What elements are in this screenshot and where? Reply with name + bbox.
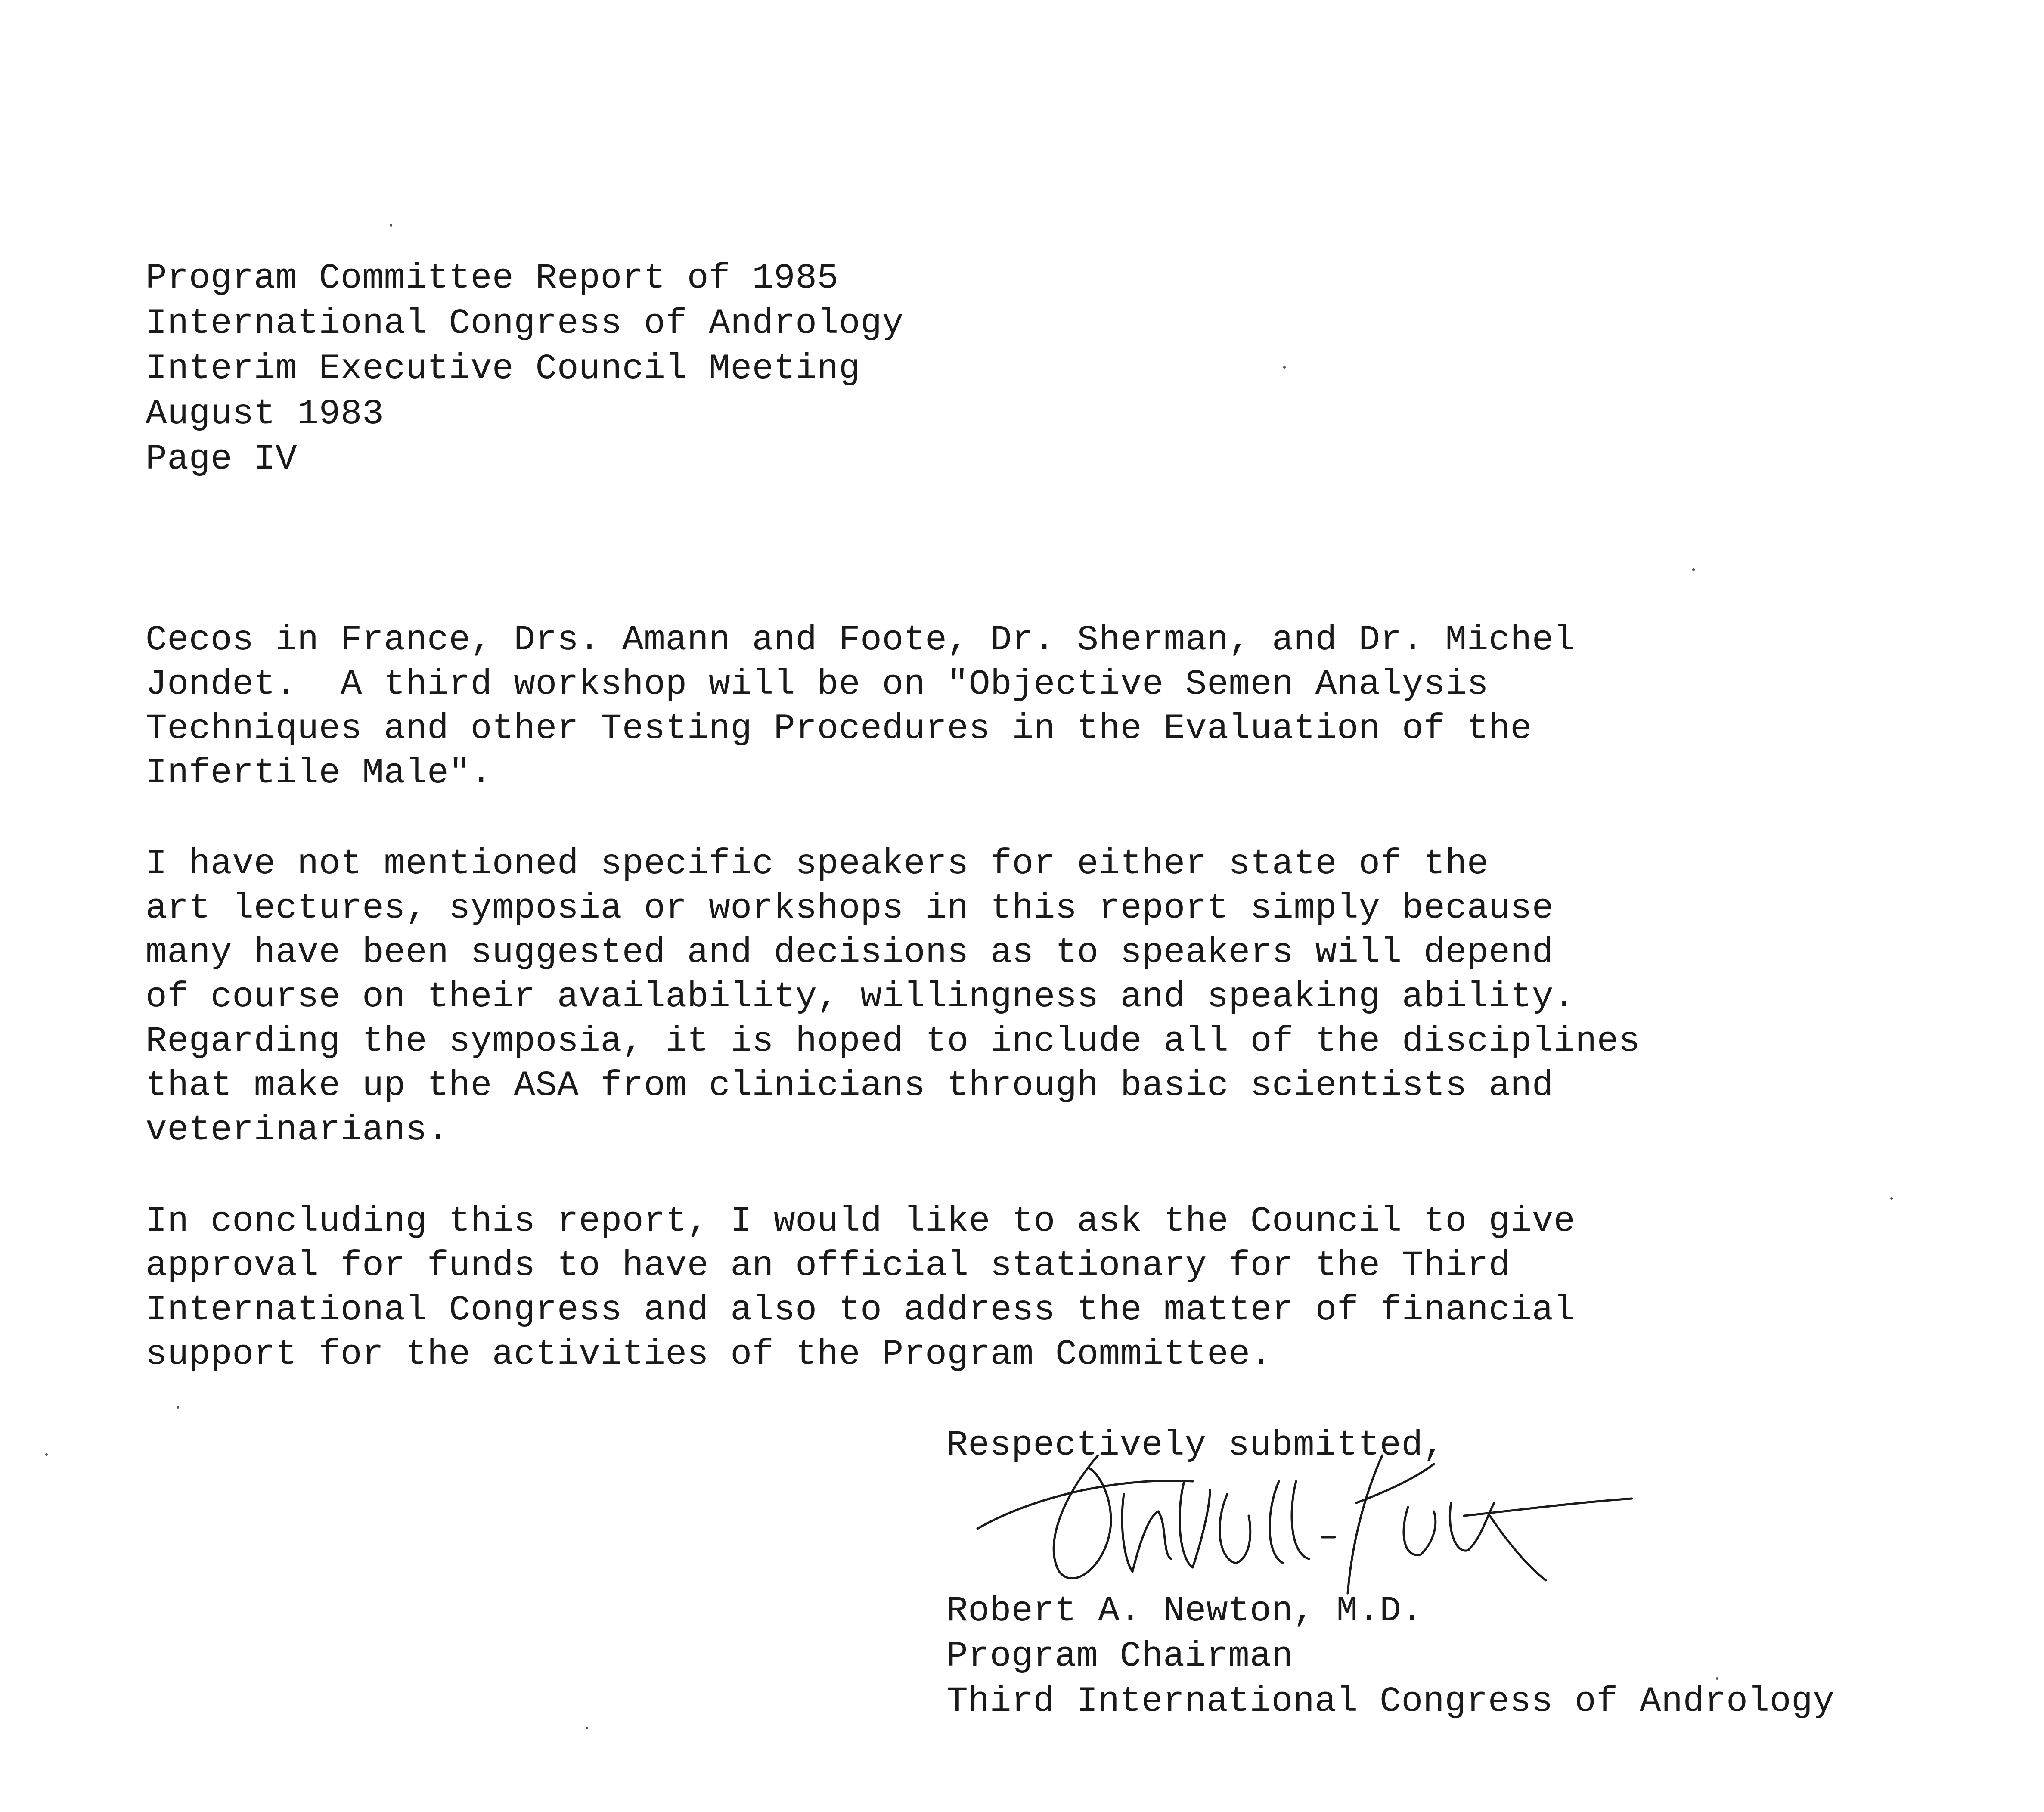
paragraph-line: Jondet. A third workshop will be on "Objective Semen Analysis: [146, 664, 1489, 704]
paragraph-line: I have not mentioned specific speakers for either state of the: [146, 844, 1489, 884]
closing-salutation: Respectively submitted,: [946, 1425, 1445, 1465]
scan-speck: [177, 1406, 179, 1409]
signer-organization: Third International Congress of Andrology: [946, 1681, 1835, 1722]
paragraph-line: many have been suggested and decisions as to speakers will depend: [146, 932, 1554, 973]
signer-title: Program Chairman: [946, 1636, 1293, 1676]
header-line-date: August 1983: [146, 394, 384, 434]
handwritten-signature-icon: [969, 1430, 1641, 1610]
paragraph-line: In concluding this report, I would like to ask the Council to give: [146, 1201, 1576, 1241]
paragraph-line: art lectures, symposia or workshops in this report simply because: [146, 888, 1554, 928]
scan-speck: [45, 1453, 48, 1456]
header-line-report-title: Program Committee Report of 1985: [146, 258, 839, 298]
paragraph-line: Techniques and other Testing Procedures in the Evaluation of the: [146, 708, 1532, 749]
paragraph-line: approval for funds to have an official stationary for the Third: [146, 1245, 1511, 1286]
scan-speck: [586, 1727, 588, 1729]
scan-speck: [390, 224, 392, 226]
paragraph-line: Regarding the symposia, it is hoped to include all of the disciplines: [146, 1021, 1641, 1061]
paragraph-line: Cecos in France, Drs. Amann and Foote, Dr. Sherman, and Dr. Michel: [146, 620, 1576, 660]
header-line-page: Page IV: [146, 439, 298, 479]
signer-name: Robert A. Newton, M.D.: [946, 1591, 1423, 1631]
header-line-meeting: Interim Executive Council Meeting: [146, 348, 861, 389]
scan-speck: [1716, 1677, 1718, 1680]
paragraph-line: veterinarians.: [146, 1110, 449, 1150]
header-line-congress: International Congress of Andrology: [146, 303, 904, 344]
scan-speck: [1283, 366, 1286, 369]
paragraph-line: of course on their availability, willingness and speaking ability.: [146, 977, 1576, 1017]
paragraph-line: International Congress and also to address the matter of financial: [146, 1290, 1576, 1330]
scan-speck: [1890, 1197, 1893, 1200]
paragraph-line: Infertile Male".: [146, 753, 492, 793]
paragraph-line: support for the activities of the Program Committee.: [146, 1334, 1272, 1375]
scan-speck: [1692, 568, 1695, 571]
paragraph-line: that make up the ASA from clinicians through basic scientists and: [146, 1065, 1554, 1106]
